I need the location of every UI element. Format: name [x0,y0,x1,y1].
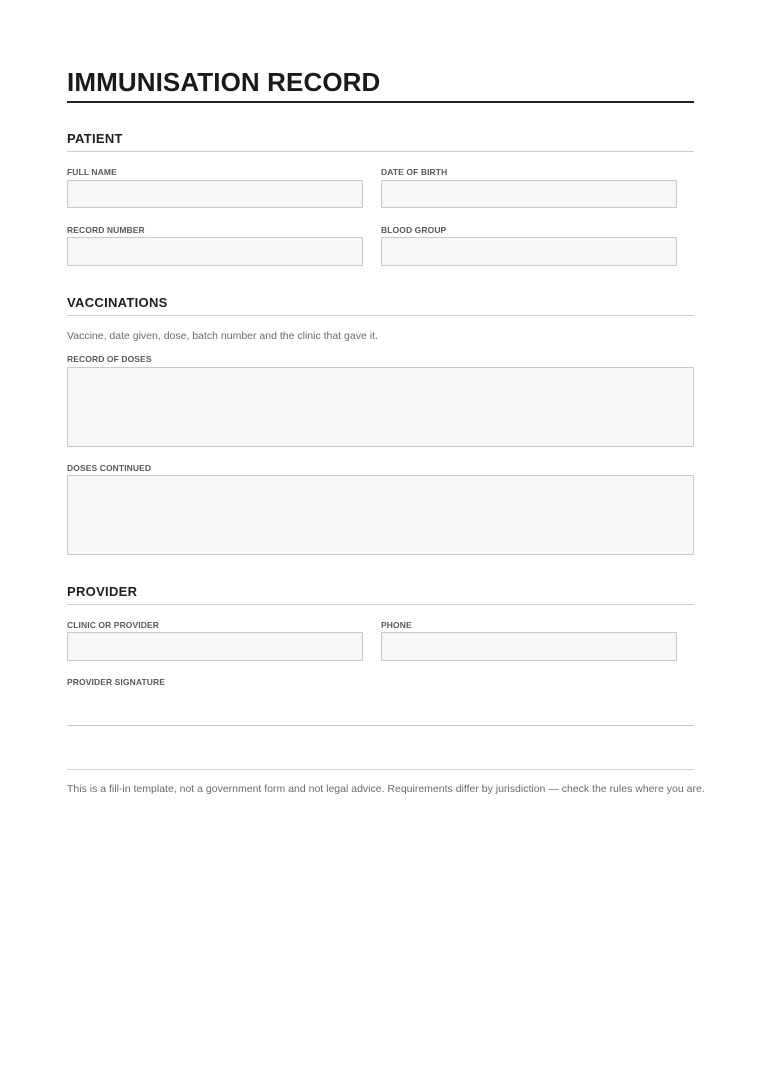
phone-field[interactable] [381,632,677,661]
doses-continued-label: DOSES CONTINUED [67,463,152,473]
record-number-label: RECORD NUMBER [67,225,145,235]
vaccinations-hint: Vaccine, date given, dose, batch number and the clinic that gave it. [67,330,378,342]
section-title-vaccinations: VACCINATIONS [67,295,694,316]
footer-divider [67,769,694,770]
doses-continued-textarea[interactable] [67,475,694,555]
full-name-field[interactable] [67,180,363,208]
blood-group-field[interactable] [381,237,677,266]
clinic-or-provider-label: CLINIC OR PROVIDER [67,620,160,630]
blood-group-label: BLOOD GROUP [381,225,447,235]
date-of-birth-label: DATE OF BIRTH [381,167,448,177]
provider-signature-line[interactable] [67,725,694,726]
record-of-doses-textarea[interactable] [67,367,694,447]
document-title: IMMUNISATION RECORD [67,66,694,103]
record-number-field[interactable] [67,237,363,266]
date-of-birth-field[interactable] [381,180,677,208]
provider-signature-label: PROVIDER SIGNATURE [67,677,165,687]
section-title-patient: PATIENT [67,131,694,152]
section-title-provider: PROVIDER [67,584,694,605]
full-name-label: FULL NAME [67,167,117,177]
record-of-doses-label: RECORD OF DOSES [67,354,152,364]
clinic-or-provider-field[interactable] [67,632,363,661]
footer-disclaimer: This is a fill-in template, not a government form and not legal advice. Requirements differ by jurisdiction — check the rules where you are. [67,783,705,795]
phone-label: PHONE [381,620,412,630]
